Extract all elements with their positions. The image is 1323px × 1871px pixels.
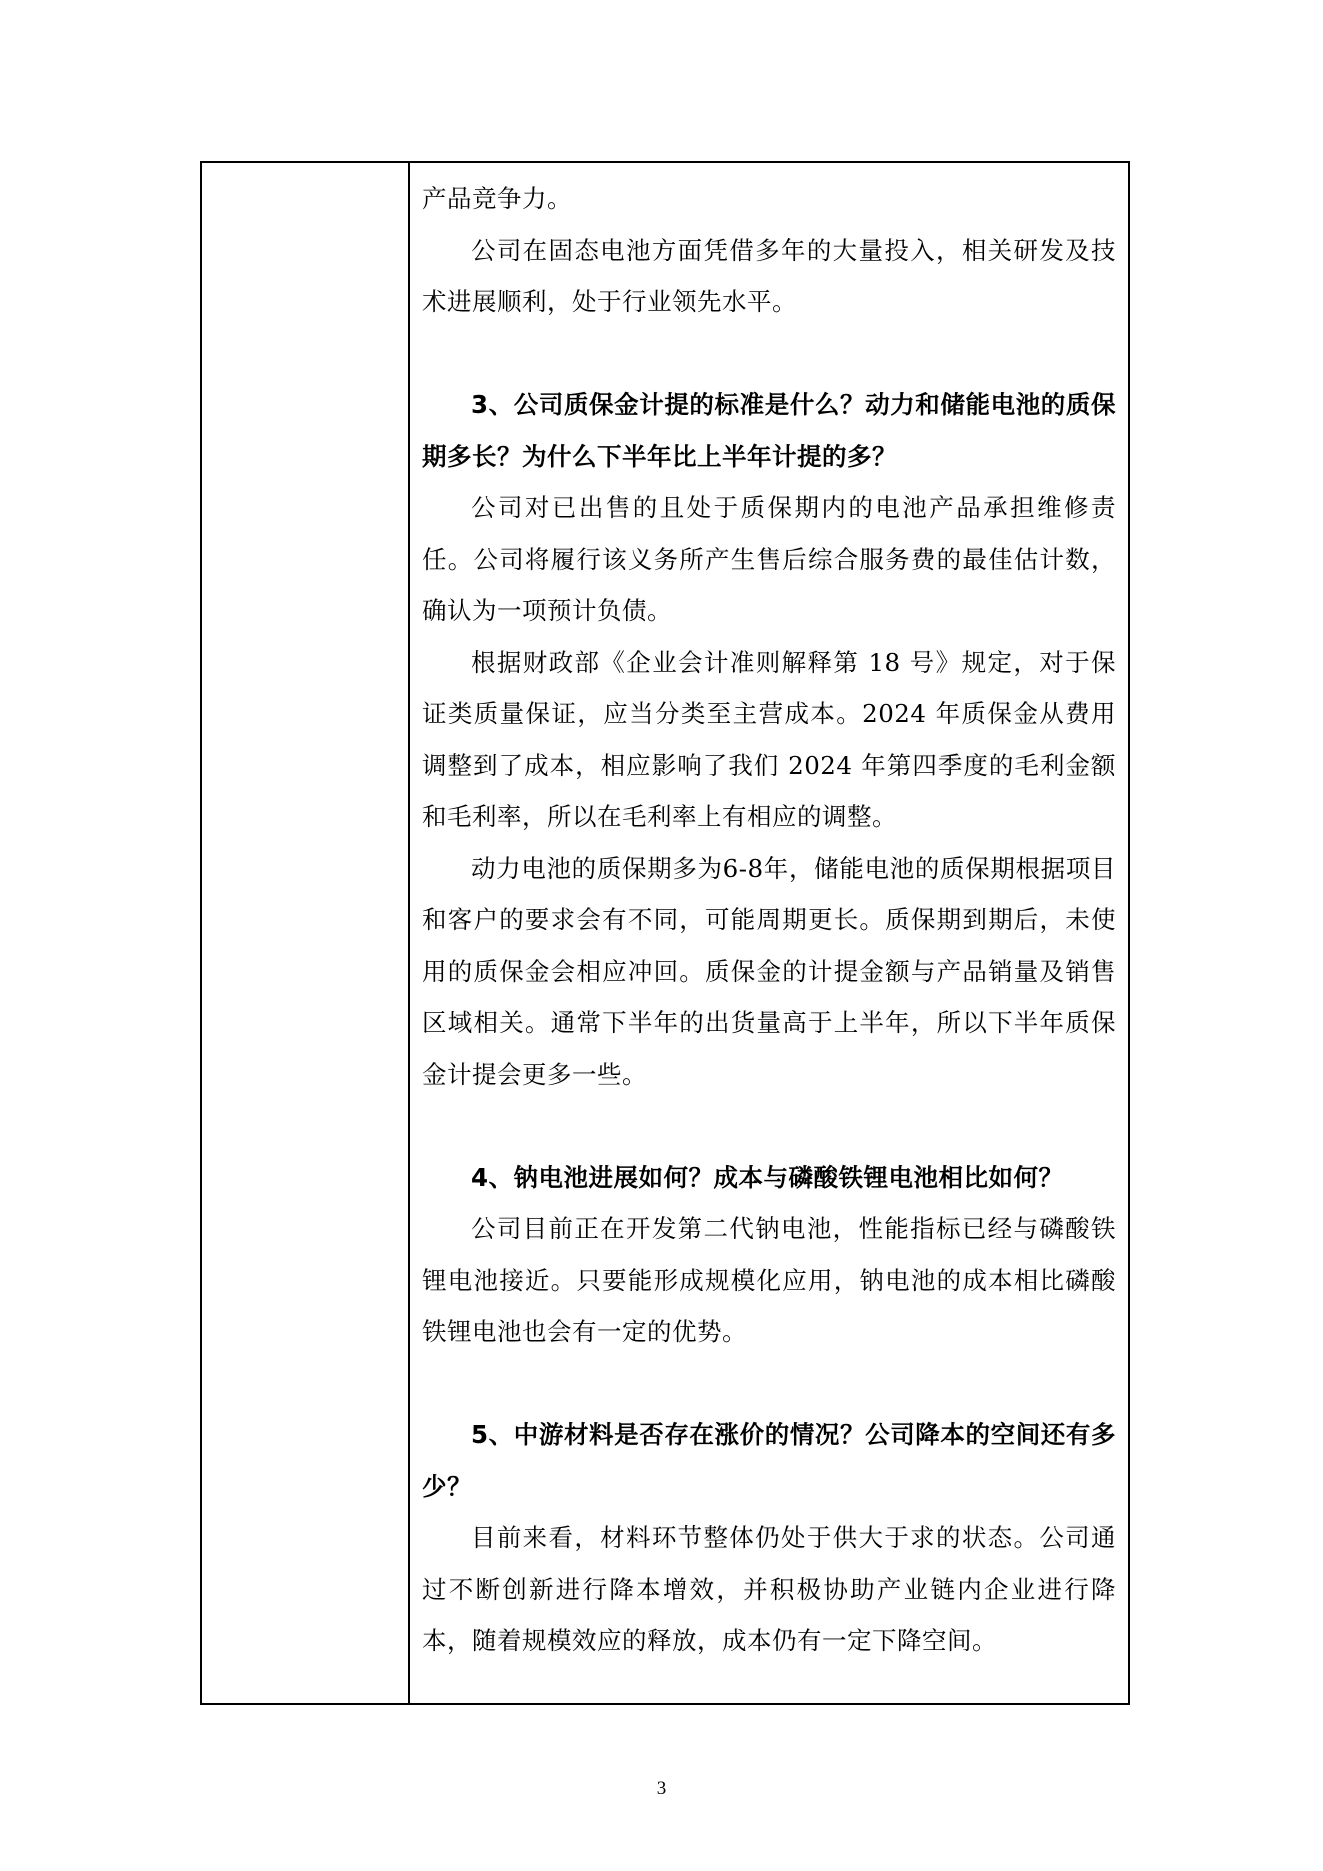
spacer	[422, 1358, 1116, 1410]
answer-3-paragraph-3: 动力电池的质保期多为6-8年，储能电池的质保期根据项目和客户的要求会有不同，可能周期更长。质保期到期后，未使用的质保金会相应冲回。质保金的计提金额与产品销量及销售区域相关。通常下半年的出货量高于上半年，所以下半年质保金计提会更多一些。	[422, 853, 1116, 1089]
answer-4-paragraph: 公司目前正在开发第二代钠电池，性能指标已经与磷酸铁锂电池接近。只要能形成规模化应用，钠电池的成本相比磷酸铁锂电池也会有一定的优势。	[422, 1214, 1116, 1346]
answer-3-paragraph-2: 根据财政部《企业会计准则解释第 18 号》规定，对于保证类质量保证，应当分类至主营成本。2024 年质保金从费用调整到了成本，相应影响了我们 2024 年第四季度的毛利金额和毛利率，所以在毛利率上有相应的调整。	[422, 647, 1116, 831]
question-4-heading: 4、钠电池进展如何？成本与磷酸铁锂电池相比如何？	[471, 1162, 1064, 1192]
table-content-cell	[410, 163, 1128, 1703]
question-3-heading: 3、公司质保金计提的标准是什么？动力和储能电池的质保期多长？为什么下半年比上半年计提的多？	[422, 390, 1116, 471]
solid-state-paragraph: 公司在固态电池方面凭借多年的大量投入，相关研发及技术进展顺利，处于行业领先水平。	[422, 235, 1116, 316]
spacer	[422, 1100, 1116, 1152]
spacer	[422, 328, 1116, 380]
record-table	[200, 161, 1130, 1705]
continued-paragraph: 产品竞争力。	[422, 184, 572, 213]
answer-5-paragraph: 目前来看，材料环节整体仍处于供大于求的状态。公司通过不断创新进行降本增效，并积极协助产业链内企业进行降本，随着规模效应的释放，成本仍有一定下降空间。	[422, 1523, 1116, 1655]
answer-3-paragraph-1: 公司对已出售的且处于质保期内的电池产品承担维修责任。公司将履行该义务所产生售后综合服务费的最佳估计数，确认为一项预计负债。	[422, 493, 1116, 625]
table-left-cell	[202, 163, 410, 1703]
question-5-heading: 5、中游材料是否存在涨价的情况？公司降本的空间还有多少？	[422, 1420, 1116, 1501]
page-number: 3	[656, 1778, 667, 1799]
